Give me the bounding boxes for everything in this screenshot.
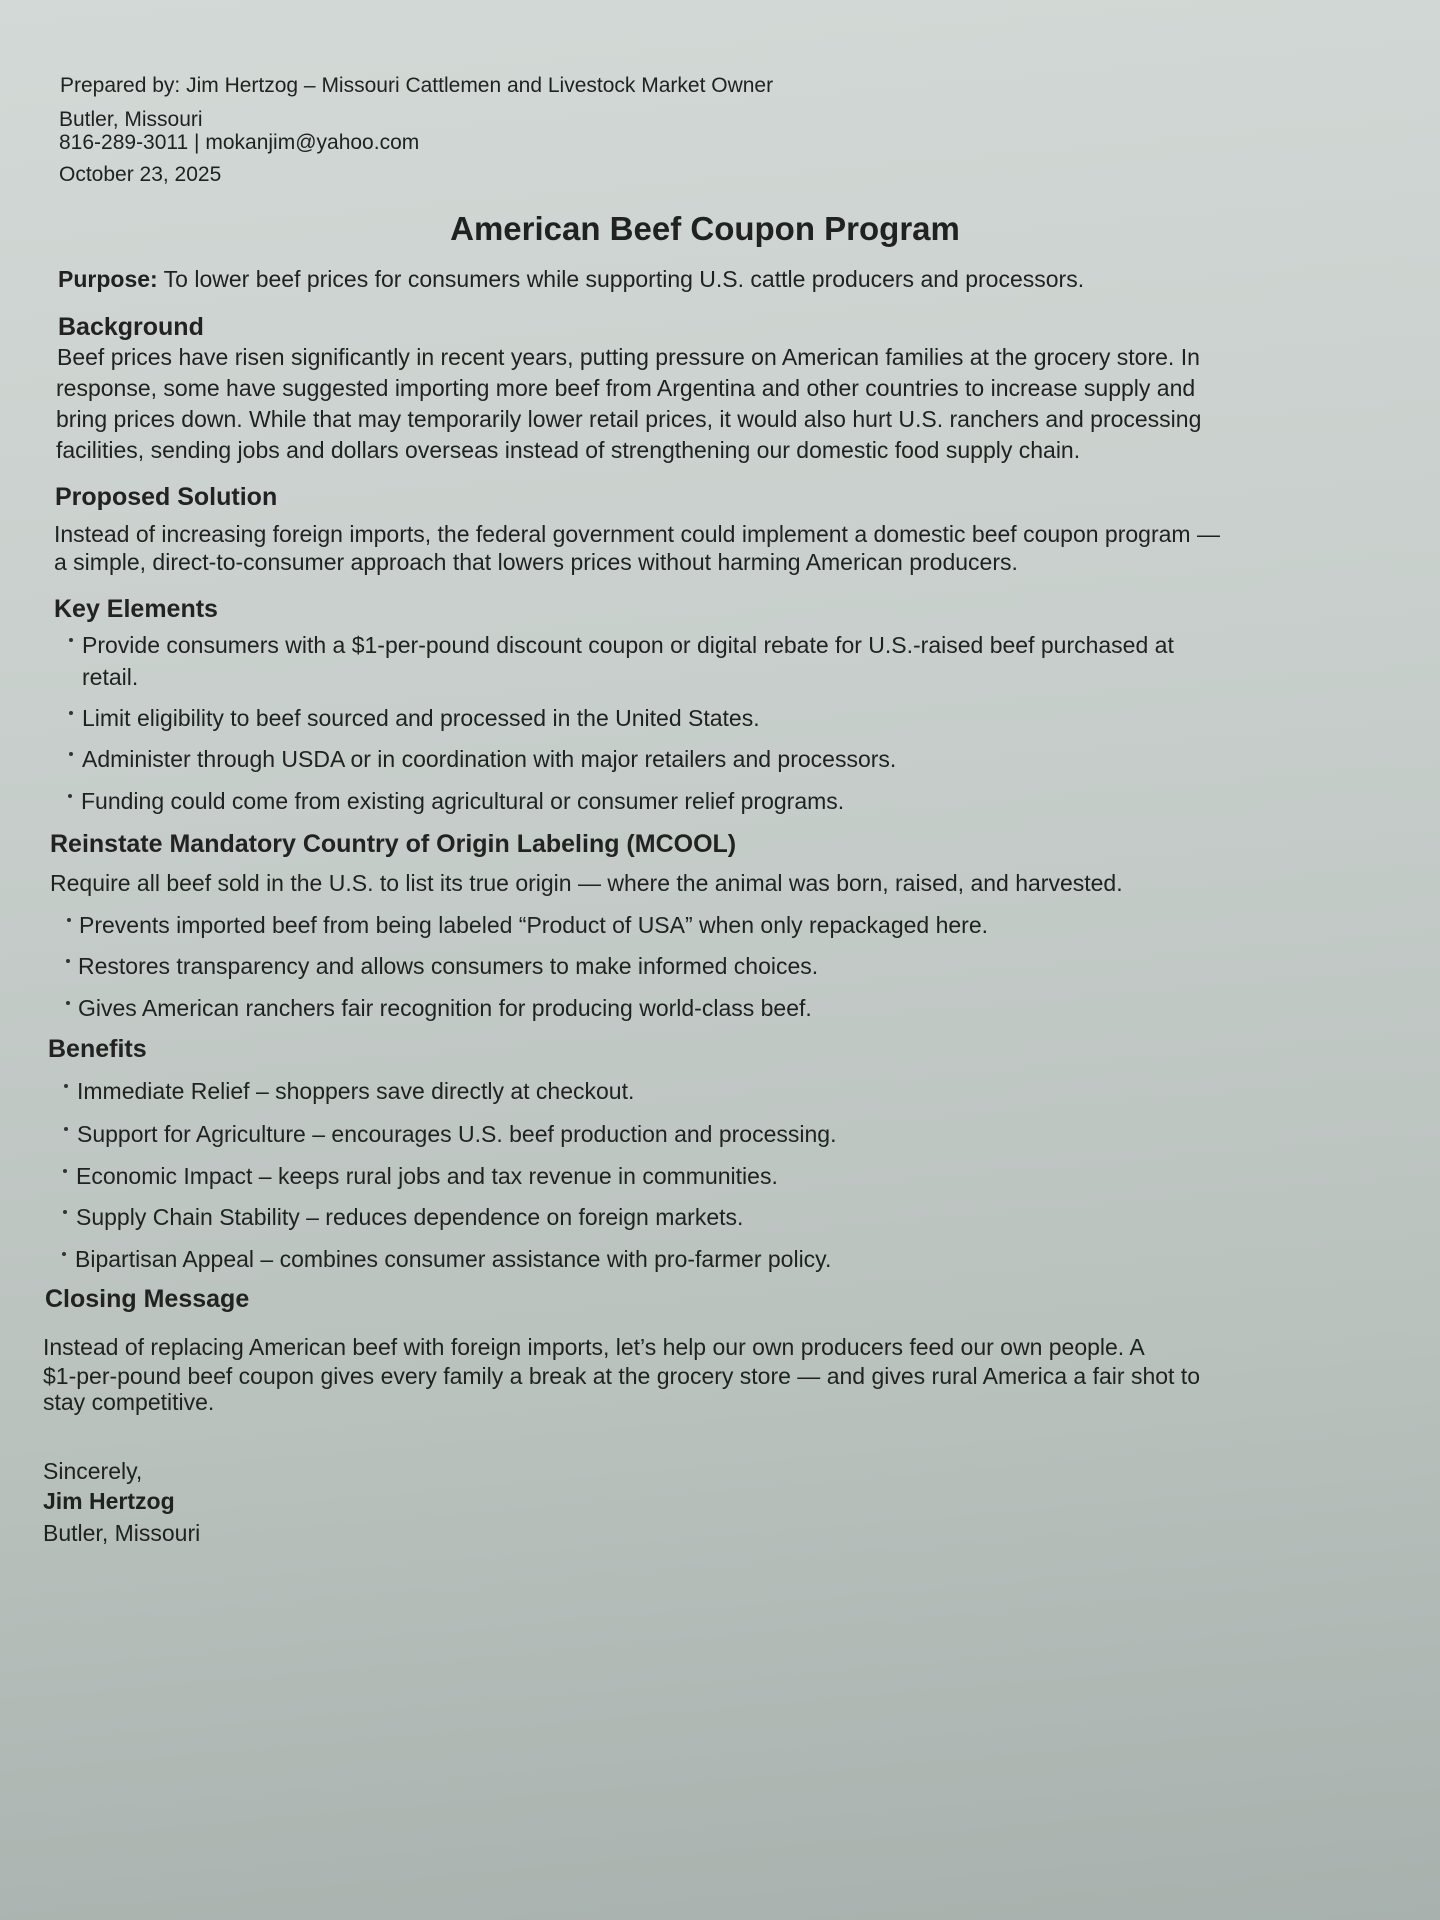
bullet-icon <box>69 752 73 756</box>
header-contact: 816-289-3011 | mokanjim@yahoo.com <box>59 131 420 154</box>
bullet-icon <box>69 638 73 642</box>
header-location: Butler, Missouri <box>59 108 203 131</box>
bullet-icon <box>66 1001 70 1005</box>
bullet-icon <box>66 959 70 963</box>
key-element-item: Funding could come from existing agricultural or consumer relief programs. <box>81 788 845 814</box>
key-element-item: Administer through USDA or in coordination with major retailers and processors. <box>82 746 897 772</box>
bullet-icon <box>68 794 72 798</box>
purpose-label: Purpose: <box>58 266 158 292</box>
background-line: bring prices down. While that may temporarily lower retail prices, it would also hurt U.S. ranchers and processing <box>56 406 1202 432</box>
background-line: response, some have suggested importing more beef from Argentina and other countries to increase supply and <box>56 375 1196 401</box>
mcool-intro: Require all beef sold in the U.S. to list its true origin — where the animal was born, raised, and harvested. <box>50 870 1123 896</box>
purpose-line <box>58 264 1084 294</box>
background-line: Beef prices have risen significantly in recent years, putting pressure on American families at the grocery store. In <box>57 344 1200 370</box>
signature-location: Butler, Missouri <box>43 1520 201 1546</box>
background-heading: Background <box>58 313 204 341</box>
key-element-item: Limit eligibility to beef sourced and processed in the United States. <box>82 705 760 731</box>
bullet-icon <box>62 1252 66 1256</box>
bullet-icon <box>67 918 71 922</box>
closing-line: Instead of replacing American beef with foreign imports, let’s help our own producers feed our own people. A <box>43 1334 1145 1360</box>
mcool-item: Prevents imported beef from being labeled “Product of USA” when only repackaged here. <box>79 912 989 938</box>
purpose-text: To lower beef prices for consumers while supporting U.S. cattle producers and processors. <box>157 266 1085 292</box>
bullet-icon <box>63 1210 67 1214</box>
background-line: facilities, sending jobs and dollars overseas instead of strengthening our domestic food supply chain. <box>56 437 1081 463</box>
key-element-item: Provide consumers with a $1-per-pound discount coupon or digital rebate for U.S.-raised beef purchased at <box>82 632 1174 658</box>
bullet-icon <box>69 711 73 715</box>
prepared-by: Prepared by: Jim Hertzog – Missouri Cattlemen and Livestock Market Owner <box>60 74 774 97</box>
benefits-heading: Benefits <box>48 1035 147 1063</box>
closing-heading: Closing Message <box>45 1285 250 1313</box>
benefit-item: Bipartisan Appeal – combines consumer assistance with pro-farmer policy. <box>75 1246 832 1272</box>
key-element-item-cont: retail. <box>82 664 139 690</box>
bullet-icon <box>64 1127 68 1131</box>
mcool-item: Restores transparency and allows consumers to make informed choices. <box>78 953 819 979</box>
signature-salutation: Sincerely, <box>43 1458 143 1484</box>
header-date: October 23, 2025 <box>59 163 222 186</box>
mcool-heading: Reinstate Mandatory Country of Origin Labeling (MCOOL) <box>50 830 737 858</box>
bullet-icon <box>63 1169 67 1173</box>
proposed-solution-line: Instead of increasing foreign imports, the federal government could implement a domestic beef coupon program — <box>54 521 1220 547</box>
mcool-item: Gives American ranchers fair recognition for producing world-class beef. <box>78 995 812 1021</box>
key-elements-heading: Key Elements <box>54 595 218 623</box>
benefit-item: Economic Impact – keeps rural jobs and tax revenue in communities. <box>76 1163 778 1189</box>
benefit-item: Immediate Relief – shoppers save directly at checkout. <box>77 1078 635 1104</box>
proposed-solution-heading: Proposed Solution <box>55 483 278 511</box>
bullet-icon <box>64 1084 68 1088</box>
proposed-solution-line: a simple, direct-to-consumer approach that lowers prices without harming American producers. <box>54 549 1018 575</box>
signature-name: Jim Hertzog <box>43 1488 175 1514</box>
closing-line: $1-per-pound beef coupon gives every family a break at the grocery store — and gives rural America a fair shot to <box>43 1363 1200 1389</box>
benefit-item: Support for Agriculture – encourages U.S. beef production and processing. <box>77 1121 837 1147</box>
closing-line: stay competitive. <box>43 1389 215 1415</box>
benefit-item: Supply Chain Stability – reduces dependence on foreign markets. <box>76 1204 744 1230</box>
page-title: American Beef Coupon Program <box>450 210 960 247</box>
